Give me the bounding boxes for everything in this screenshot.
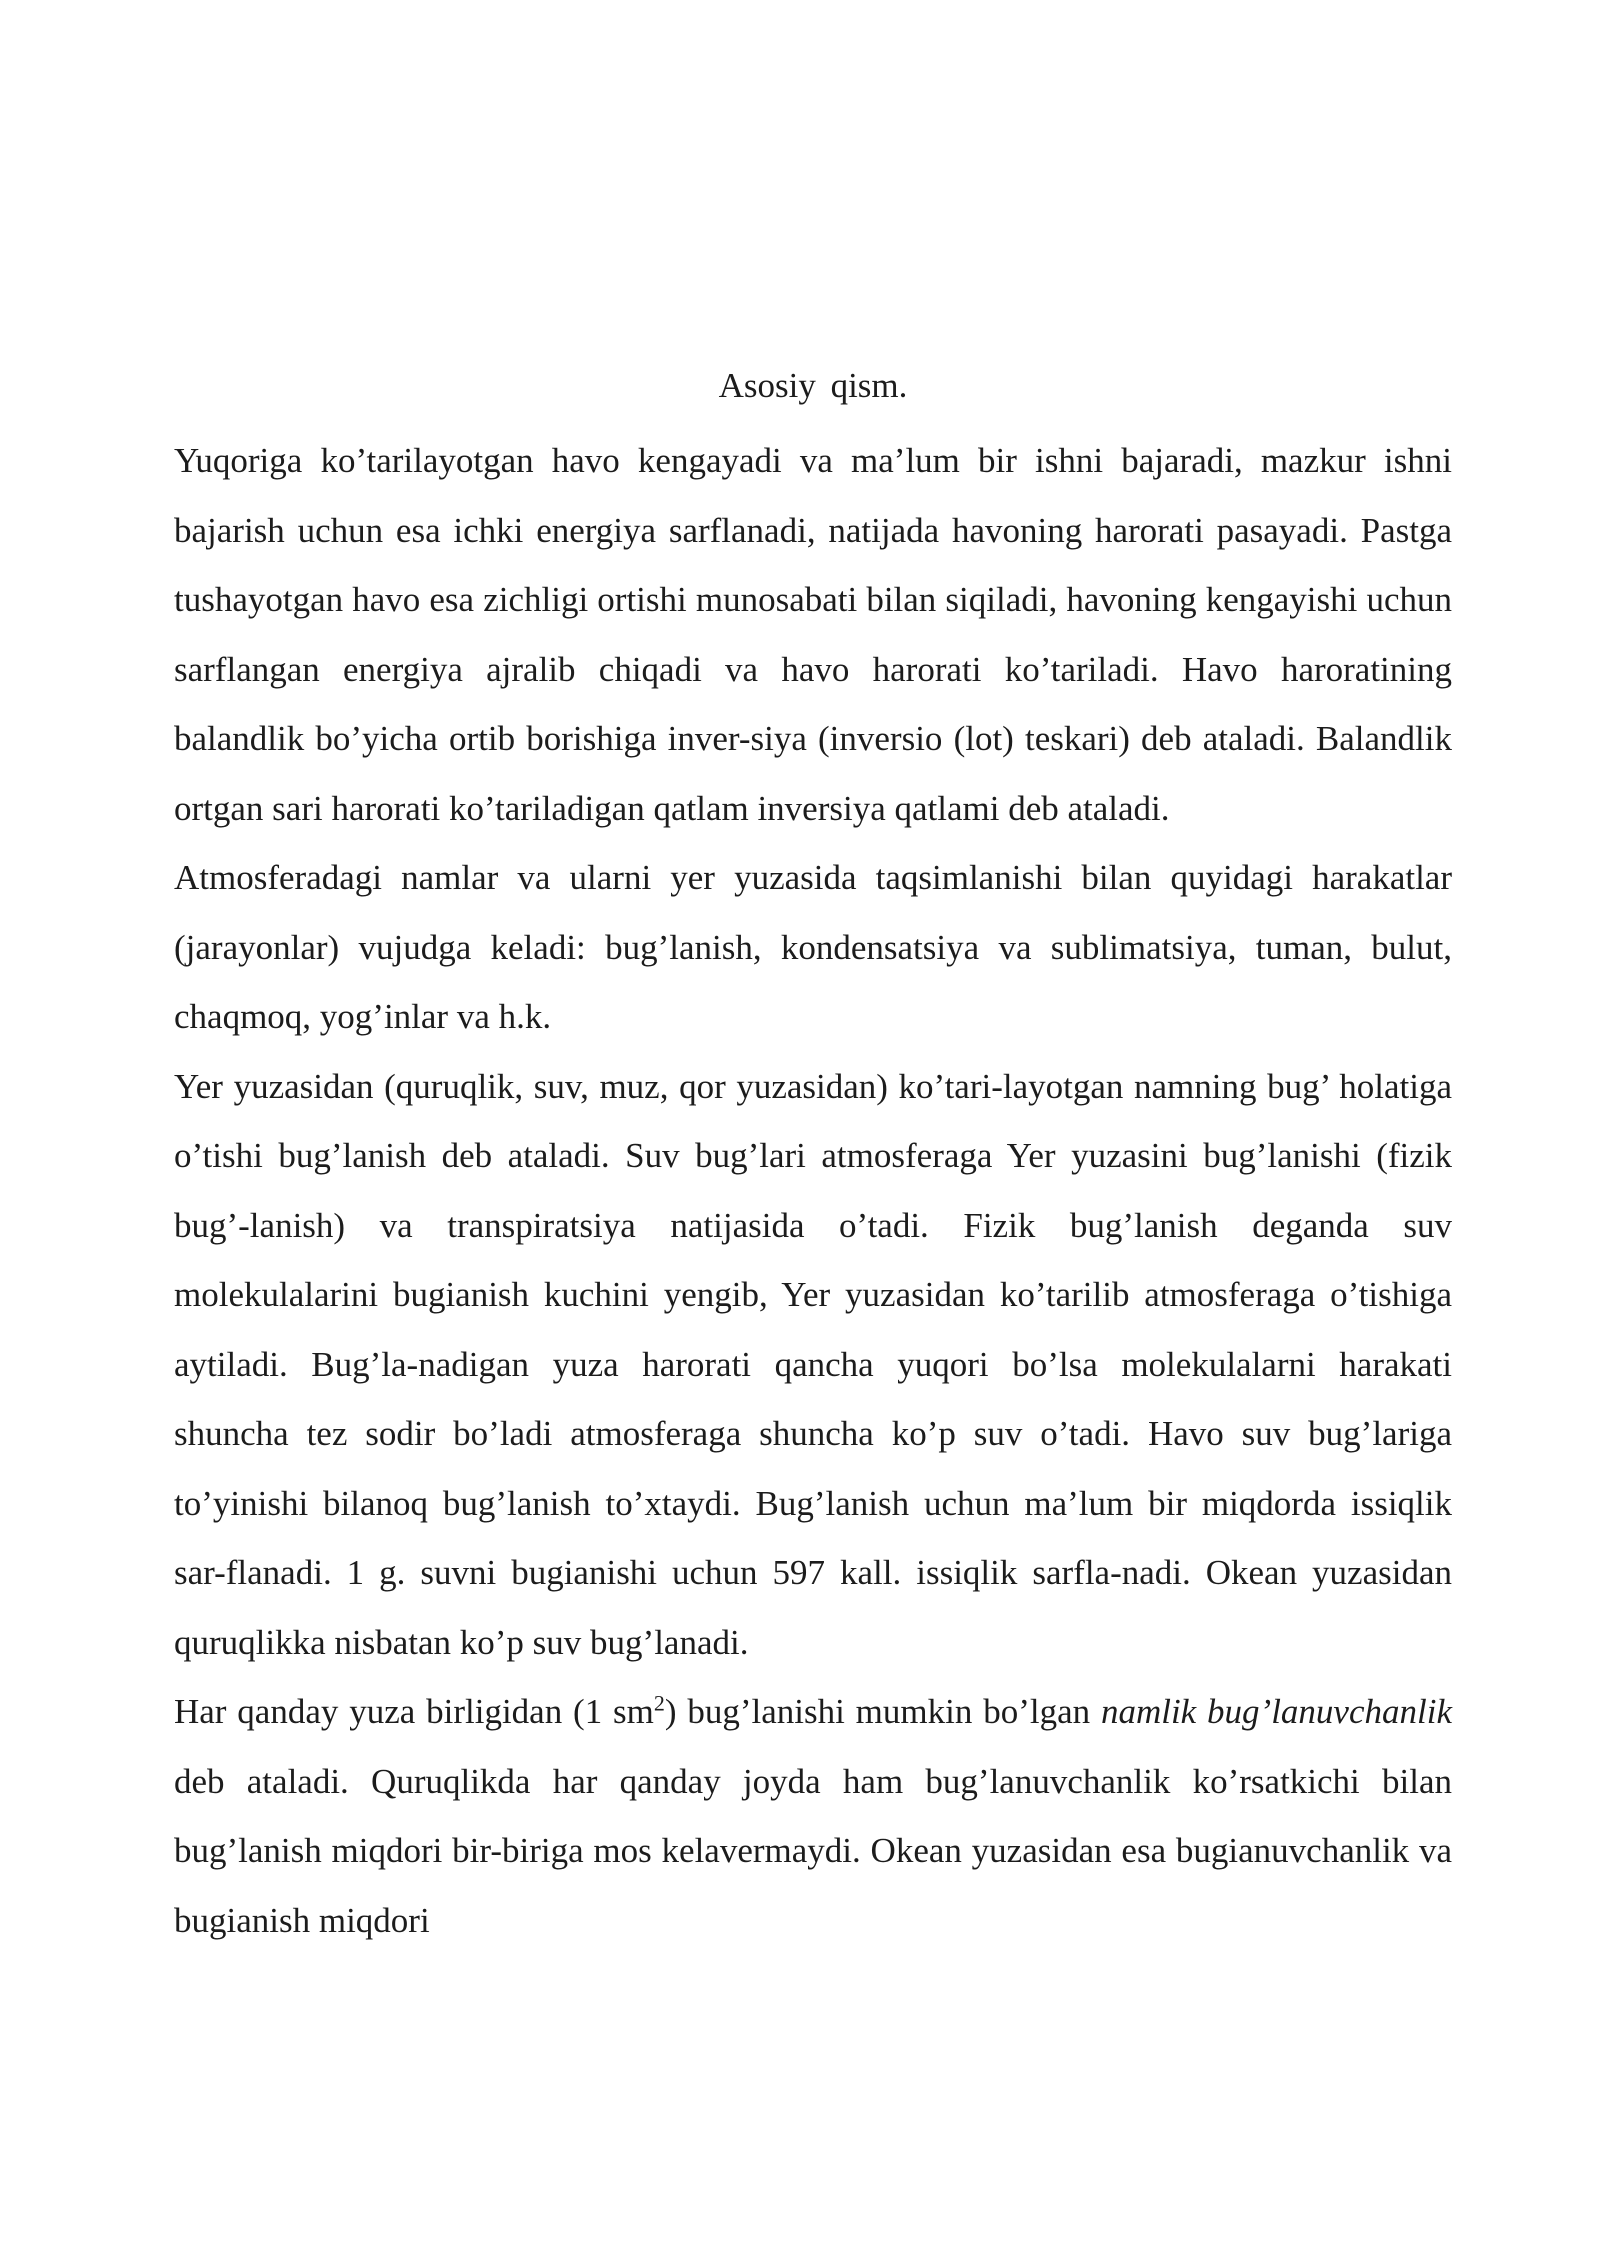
evaporability-text-1: Har qanday yuza birligidan (1 sm <box>174 1692 654 1731</box>
paragraph-evaporation: Yer yuzasidan (quruqlik, suv, muz, qor yuzasidan) ko’tari-layotgan namning bug’ holatiga o’tishi bug’lanish deb ataladi. Suv bug’lari atmosferaga Yer yuzasini bug’lanishi (fizik bug’-lanish) va transpiratsiya natijasida o’tadi. Fizik bug’lanish deganda suv molekulalarini bugianish kuchini yengib, Yer yuzasidan ko’tarilib atmosferaga o’tishiga aytiladi. Bug’la-nadigan yuza harorati qancha yuqori bo’lsa molekulalarni harakati shuncha tez sodir bo’ladi atmosferaga shuncha ko’p suv o’tadi. Havo suv bug’lariga to’yinishi bilanoq bug’lanish to’xtaydi. Bug’lanish uchun ma’lum bir miqdorda issiqlik sar-flanadi. 1 g. suvni bugianishi uchun 597 kall. issiqlik sarfla-nadi. Okean yuzasidan quruqlikka nisbatan ko’p suv bug’lanadi. <box>174 1066 1452 1662</box>
evaporability-text-2: ) bug’lanishi mumkin bo’lgan <box>664 1692 1101 1731</box>
square-superscript: 2 <box>653 1690 665 1716</box>
paragraph-evaporability <box>174 1677 1452 1955</box>
evaporability-text-3: deb ataladi. Quruqlikda har qanday joyda ham bug’lanuvchanlik ko’rsatkichi bilan bug’lanish miqdori bir-biriga mos kelavermaydi. Okean yuzasidan esa bugianuvchanlik va bugianish miqdori <box>174 1761 1452 1940</box>
document-page <box>174 360 1452 1955</box>
paragraph-atmospheric-moisture: Atmosferadagi namlar va ularni yer yuzasida taqsimlanishi bilan quyidagi harakatlar (jarayonlar) vujudga keladi: bug’lanish, kondensatsiya va sublimatsiya, tuman, bulut, chaqmoq, yog’inlar va h.k. <box>174 858 1452 1036</box>
paragraph-inversion: Yuqoriga ko’tarilayotgan havo kengayadi va ma’lum bir ishni bajaradi, mazkur ishni bajarish uchun esa ichki energiya sarflanadi, natijada havoning harorati pasayadi. Pastga tushayotgan havo esa zichligi ortishi munosabati bilan siqiladi, havoning kengayishi uchun sarflangan energiya ajralib chiqadi va havo harorati ko’tariladi. Havo haroratining balandlik bo’yicha ortib borishiga inver-siya (inversio (lot) teskari) deb ataladi. Balandlik ortgan sari harorati ko’tariladigan qatlam inversiya qatlami deb ataladi. <box>174 441 1452 828</box>
evaporability-term: namlik bug’lanuvchanlik <box>1100 1692 1452 1731</box>
section-heading: Asosiy qism. <box>718 366 908 405</box>
